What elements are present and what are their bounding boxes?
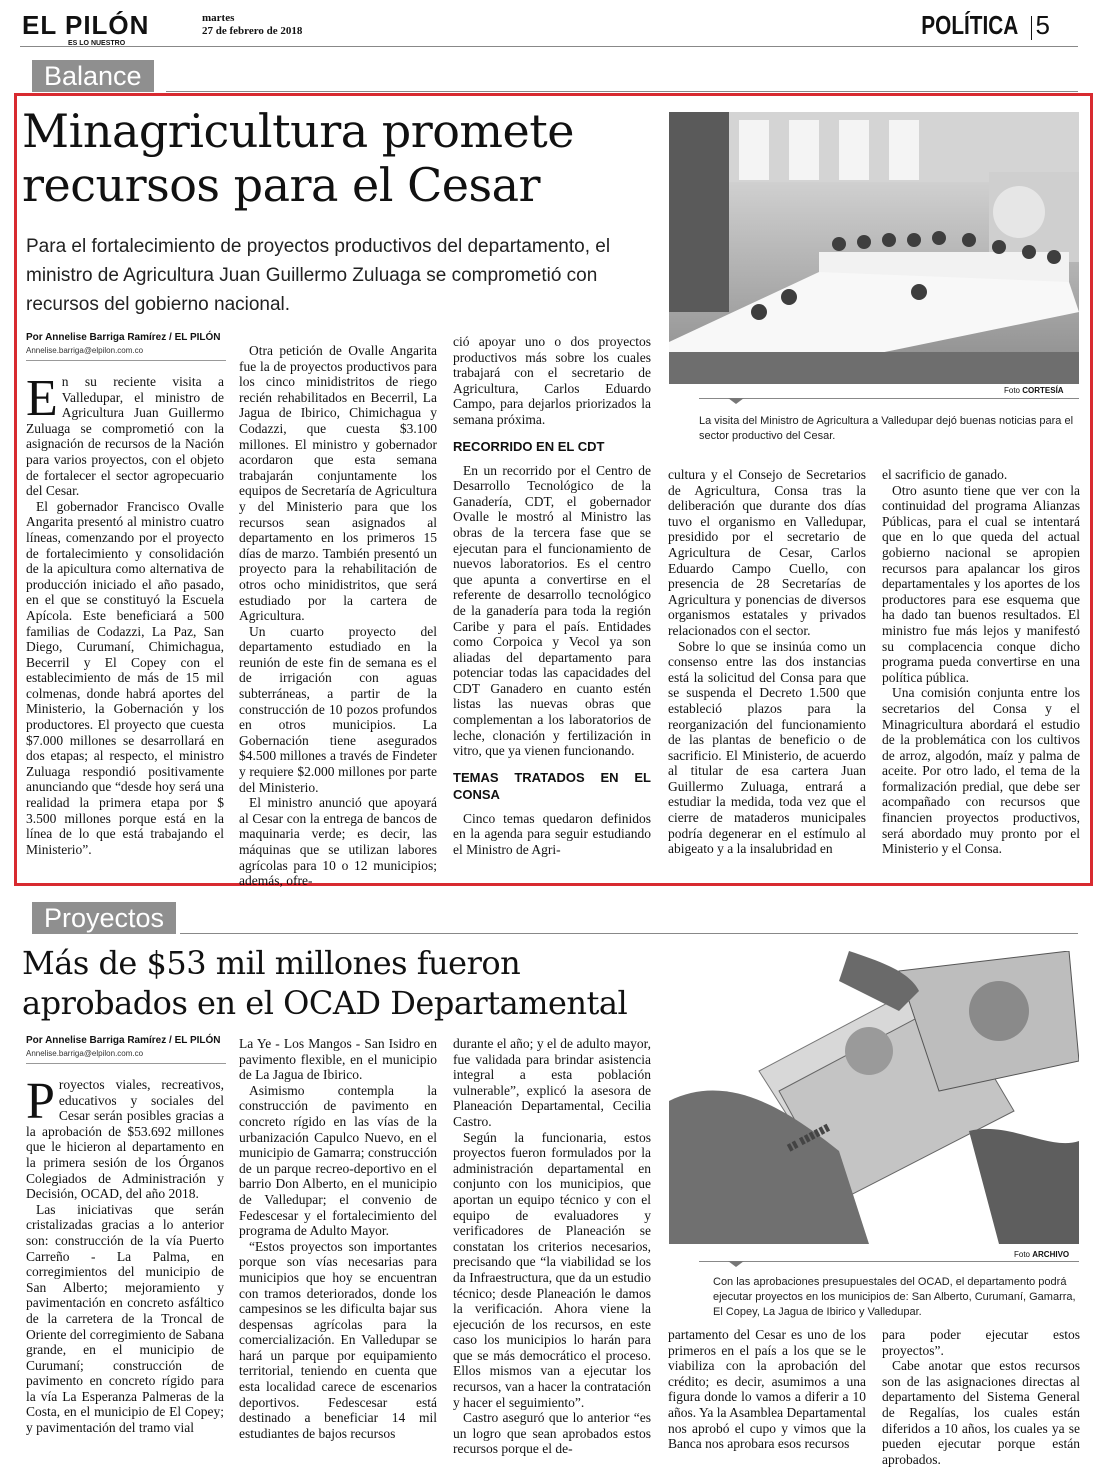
article-paragraph: durante el año; y el de adulto mayor, fue validada para brindar asistencia integral a esta población vulnerable”, explicó la asesora de Planeación Departamental, Cecilia Castro.: [453, 1036, 651, 1129]
issue-date: [202, 12, 302, 38]
story1-column-3: [453, 334, 651, 858]
article-paragraph: Una comisión conjunta entre los secretarios del Consa y el Minagricultura abordará el estudio de la problemática con los cultivos de arroz, algodón, maíz y palma de aceite. Por otro lado, el tema de la formalización predial, que debe ser acompañado con recursos que financien proyectos productivos, será abordado muy pronto por el Ministerio y el Consa.: [882, 685, 1080, 857]
story1-column-4: [668, 467, 866, 857]
caption-rule: [699, 398, 1079, 399]
article-paragraph: En un recorrido por el Centro de Desarrollo Tecnológico de la Ganadería, CDT, el gobernador Ovalle le mostró al Ministro las obras de la tercera fase que se ejecutan para el funcionamiento de nuevos laboratorios. Es el centro que apunta a convertirse en el referente de desarrollo tecnológico de la ganadería para toda la región Caribe y para el país. Entidades como Corpoica y Vecol ya son aliadas del departamento para potenciar todas las capacidades del CDT Ganadero en cuanto estén listas las nuevas obras que complementan a los laboratorios de leche, clonación y fertilización in vitro, que ya vienen funcionando.: [453, 462, 651, 759]
paragraph-text: n su reciente visita a Valledupar, el ministro de Agricultura Juan Guillermo Zuluaga se comprometió con la asignación de recursos de la Nación para varios proyectos, con el objeto de fortalecer el sector agropecuario del Cesar.: [26, 374, 224, 499]
subheading: TEMAS TRATADOS EN EL CONSA: [453, 769, 651, 802]
article-paragraph: Sobre lo que se insinúa como un consenso entre las dos instancias está la solicitud del Consa para que se suspenda el Decreto 1.500 que estableció plazos para la reorganización del funcionamiento de las plantas de beneficio o de sacrificio. El Ministerio, de acuerdo al titular de esa cartera Juan Guillermo Zuluaga, entrará a estudiar la medida, toda vez que el cierre de mataderos municipales podría degenerar en el estímulo al abigeato y a la insalubridad en: [668, 638, 866, 857]
story2-column-2: [239, 1036, 437, 1441]
article-paragraph: [26, 1073, 224, 1202]
article-paragraph: Castro aseguró que lo anterior “es un logro que sean aprobados estos recursos porque el de-: [453, 1410, 651, 1457]
story2-column-4: [668, 1327, 866, 1452]
story1-lead: Para el fortalecimiento de proyectos productivos del departamento, el ministro de Agricultura Juan Guillermo Zuluaga se comprometió con recursos del gobierno nacional.: [26, 236, 611, 315]
story1-photo: [669, 112, 1079, 384]
story1-column-5: [882, 467, 1080, 857]
credit-source: CORTESÍA: [1022, 386, 1064, 395]
article-paragraph: ció apoyar uno o dos proyectos productivos más sobre los cuales trabajará con el secretario de Agricultura, Carlos Eduardo Campo, para dejarlos priorizados la semana próxima.: [453, 334, 651, 427]
story2-byline: Por Annelise Barriga Ramírez / EL PILÓN: [26, 1035, 221, 1046]
byline-rule: [26, 1063, 226, 1064]
caption-arrow-icon: [728, 398, 744, 404]
logo-tagline: ES LO NUESTRO: [68, 40, 126, 47]
credit-prefix: Foto: [1004, 386, 1021, 395]
masthead: [20, 8, 1078, 47]
subheading: RECORRIDO EN EL CDT: [453, 438, 605, 454]
article-paragraph: para poder ejecutar estos proyectos”.: [882, 1327, 1080, 1358]
meeting-room-photo: [669, 112, 1079, 384]
story2-photo-credit: [1014, 1250, 1069, 1259]
section-name: POLÍTICA: [920, 10, 1018, 40]
section-tag-rule: [166, 91, 1078, 92]
credit-source: ARCHIVO: [1032, 1250, 1070, 1259]
story2-column-5: [882, 1327, 1080, 1467]
newspaper-logo: EL PILÓN: [22, 10, 150, 40]
article-paragraph: Las iniciativas que serán cristalizadas gracias a lo anterior son: construcción de la vía Puerto Carreño - La Palma, en corregimientos del municipio de San Alberto; mejoramiento y pavimentación en concreto asfáltico de la carretera de la Troncal de Oriente del corregimiento de Sabana grande, en el municipio de Curumaní; construcción de pavimento en concreto rígido para la vía La Esperanza Palmeras de la Costa, en el municipio de El Copey; y pavimentación del tramo vial: [26, 1201, 224, 1436]
article-paragraph: Un cuarto proyecto del departamento estudiado en la reunión de este fin de semana es el de irrigación con aguas subterráneas, a partir de la construcción de 10 pozos profundos en otros municipios. La Gobernación tiene asegurados $4.500 millones a través de Findeter y requiere $2.000 millones por parte del Ministerio.: [239, 623, 437, 795]
article-paragraph: Cabe anotar que estos recursos son de las asignaciones directas al departamento del Sistema General de Regalías, los cuales están diferidos a 10 años, los cuales ya se pueden ejecutar porque están aprobados.: [882, 1358, 1080, 1467]
story1-column-1: [26, 370, 224, 857]
banknotes-photo: [669, 951, 1079, 1244]
article-paragraph: el sacrificio de ganado.: [882, 467, 1008, 482]
article-paragraph: El gobernador Francisco Ovalle Angarita presentó al ministro cuatro líneas, comenzando por el proyecto de fortalecimiento y consolidación de la apicultura como alternativa de producción iniciado el año pasado, en el que se constituyó la Escuela Apícola. Este beneficiará a 500 familias de Codazzi, La Paz, San Diego, Curumaní, Chimichagua, Becerril y El Copey con el establecimiento de más de 15 mil colmenas, donde habrá aportes del Ministerio, la Gobernación y los productores. El proyecto que cuesta $7.000 millones se desarrollará en dos etapas; al respecto, el ministro Zuluaga respondió positivamente anunciando que “desde hoy será una realidad la primera etapa por $ 3.500 millones porque está en la línea de lo que está trabajando el Ministerio”.: [26, 498, 224, 857]
caption-arrow-icon: [728, 1261, 744, 1267]
article-paragraph: Otra petición de Ovalle Angarita fue la de proyectos productivos para los cinco minidistritos de riego recién rehabilitados en Becerril, La Jagua de Ibirico, Chimichagua y Codazzi, que cuesta $3.100 millones. El ministro y gobernador acordaron que esta semana trabajarán conjuntamente los equipos de Secretaría de Agricultura y del Ministerio para que los recursos sean asignados al departamento en los primeros 15 días de marzo. También presentó un proyecto para la rehabilitación de otros ocho minidistritos, que será estudiado por la cartera de Agricultura.: [239, 343, 437, 624]
page-separator: [1031, 16, 1032, 40]
issue-weekday: martes: [202, 12, 235, 24]
byline-rule: [26, 360, 226, 361]
paragraph-text: royectos viales, recreativos, educativos y sociales del Cesar serán posibles gracias a la aprobación de $53.692 millones que le hicieron al departamento en la primera sesión de los Órganos Colegiados de Administración y Decisión, OCAD, del año 2018.: [26, 1077, 224, 1202]
story2-section-tag: Proyectos: [32, 902, 176, 934]
credit-prefix: Foto: [1014, 1250, 1031, 1259]
article-paragraph: partamento del Cesar es uno de los primeros en el país a los que se le viabiliza con la aprobación del crédito; es decir, asumimos a una figura donde lo vamos a diferir a 10 años. Ya la Asamblea Departamental nos aprobó el cupo y vimos que la Banca nos aprobara esos recursos: [668, 1327, 866, 1452]
article-paragraph: “Estos proyectos son importantes porque son vías necesarias para municipios que hoy se encuentran con tramos deteriorados, donde los campesinos se les dificulta bajar sus despensas agrícolas para la comercialización. En Valledupar se hará un parque por equipamiento territorial, teniendo en cuenta que esta localidad carece de escenarios deportivos. Fedescesar está destinado a beneficiar 14 mil estudiantes de bajos recursos: [239, 1238, 437, 1441]
story2-photo: [669, 951, 1079, 1244]
story2-author-email: Annelise.barriga@elpilon.com.co: [26, 1049, 144, 1058]
story1-photo-caption: La visita del Ministro de Agricultura a Valledupar dejó buenas noticias para el sector productivo del Cesar.: [699, 415, 1074, 442]
story1-column-2: [239, 343, 437, 889]
story1-section-tag: Balance: [32, 60, 154, 92]
story2-photo-caption: Con las aprobaciones presupuestales del OCAD, el departamento podrá ejecutar proyectos en los municipios de: San Alberto, Curumaní, Gamarra, El Copey, La Jagua de Ibirico y Valledupar.: [713, 1276, 1076, 1318]
article-paragraph: Asimismo contempla la construcción de pavimento en concreto rígido en las vías de la urbanización Capulco Nuevo, en el municipio de Gamarra; construcción de un parque recreo-deportivo en el barrio Don Alberto, en el municipio de Valledupar; el convenio de Fedescesar y el fortalecimiento del programa de Adulto Mayor.: [239, 1082, 437, 1239]
story1-byline: Por Annelise Barriga Ramírez / EL PILÓN: [26, 332, 221, 343]
drop-cap: P: [26, 1073, 55, 1130]
article-paragraph: [26, 370, 224, 499]
issue-date-text: 27 de febrero de 2018: [202, 25, 303, 37]
page-number: 5: [1035, 10, 1050, 40]
article-paragraph: Según la funcionaria, estos proyectos fueron formulados por la administración departamental en conjunto con los municipios, que aportan un equipo técnico y con el equipo de evaluadores y verificadores de Planeación se constatan los criterios necesarios, precisando que “la viabilidad se los da Infraestructura, que da un estudio técnico; desde Planeación le damos la verificación. Ahora viene la ejecución de los recursos, en este caso los municipios lo harán para que se más democrático el proceso. Ellos mismos van a ejecutar los recursos, van a hacer la contratación y hacer el seguimiento”.: [453, 1129, 651, 1410]
caption-rule: [699, 1261, 1079, 1262]
section-tag-rule: [180, 933, 1078, 934]
article-paragraph: cultura y el Consejo de Secretarios de Agricultura, Consa tras la deliberación que durante dos días tuvo el organismo en Valledupar, presidido por el secretario de Agricultura de Cesar, Carlos Eduardo Campo Cuello, con presencia de 28 Secretarías de Agricultura y ponencias de diversos organismos estatales y privados relacionados con el sector.: [668, 467, 866, 638]
article-paragraph: La Ye - Los Mangos - San Isidro en pavimento flexible, en el municipio de La Jagua de Ibirico.: [239, 1036, 437, 1083]
story1-photo-credit: [1004, 386, 1064, 395]
svg-text:▮▮ ▮▮▮▮▮▮: ▮▮ ▮▮▮▮▮▮: [785, 1121, 832, 1154]
drop-cap: E: [26, 370, 58, 427]
article-paragraph: Otro asunto tiene que ver con la continuidad del programa Alianzas Públicas, para el cual se intentará que en lo que queda del actual gobierno nacional se apropien recursos para apalancar los giros departamentales y los aportes de los productores para ese esquema que ha dado tan buenos resultados. El ministro fue más lejos y manifestó su complacencia conque dicho programa pueda convertirse en una política pública.: [882, 482, 1080, 685]
story2-column-3: [453, 1036, 651, 1457]
article-paragraph: El ministro anunció que apoyará al Cesar con la entrega de bancos de maquinaria verde; es decir, las máquinas que se utilizan labores agrícolas para 10 o 12 municipios; además, ofre-: [239, 795, 437, 889]
story2-headline: Más de $53 mil millones fueron aprobados en el OCAD Departamental: [22, 944, 628, 1022]
story1-author-email: Annelise.barriga@elpilon.com.co: [26, 346, 144, 355]
story1-headline: Minagricultura promete recursos para el Cesar: [22, 104, 574, 212]
story2-column-1: [26, 1073, 224, 1436]
article-paragraph: Cinco temas quedaron definidos en la agenda para seguir estudiando el Ministro de Agri-: [453, 810, 651, 858]
